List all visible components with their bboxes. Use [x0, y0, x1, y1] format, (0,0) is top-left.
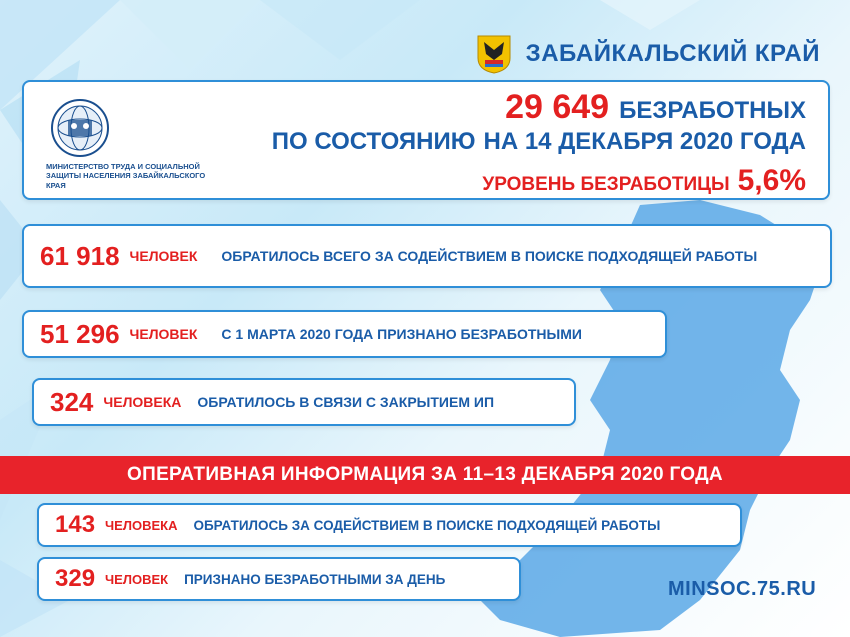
- operational-card-applied: [37, 503, 742, 547]
- stat-number: 51 296: [40, 318, 120, 349]
- stat-description: ОБРАТИЛОСЬ В СВЯЗИ С ЗАКРЫТИЕМ ИП: [197, 394, 495, 410]
- unemployed-count: 29 649: [505, 88, 610, 126]
- ministry-name: МИНИСТЕРСТВО ТРУДА И СОЦИАЛЬНОЙ ЗАЩИТЫ НАСЕЛЕНИЯ ЗАБАЙКАЛЬСКОГО КРАЯ: [46, 162, 206, 190]
- unemployed-total-line: [505, 88, 806, 127]
- region-title: ЗАБАЙКАЛЬСКИЙ КРАЙ: [525, 40, 820, 67]
- stat-unit: ЧЕЛОВЕК: [129, 248, 198, 264]
- summary-card: [22, 80, 830, 200]
- stat-unit: ЧЕЛОВЕКА: [103, 394, 182, 410]
- rate-value: 5,6%: [737, 164, 806, 197]
- stat-description: ПРИЗНАНО БЕЗРАБОТНЫМИ ЗА ДЕНЬ: [184, 571, 446, 587]
- stat-card-total-applied: [22, 224, 832, 288]
- stat-number: 61 918: [40, 240, 120, 271]
- regional-coat-of-arms-icon: [474, 34, 514, 74]
- stat-unit: ЧЕЛОВЕК: [129, 326, 198, 342]
- stat-unit: ЧЕЛОВЕКА: [105, 517, 178, 533]
- stat-unit: ЧЕЛОВЕК: [105, 571, 169, 587]
- region-header: [474, 32, 820, 76]
- stat-number: 143: [55, 511, 96, 538]
- stat-card-recognized-unemployed: [22, 310, 667, 358]
- stat-card-closed-ip: [32, 378, 576, 426]
- rate-label: УРОВЕНЬ БЕЗРАБОТИЦЫ: [482, 174, 730, 195]
- unemployment-rate-line: [482, 164, 806, 198]
- as-of-date: НА 14 ДЕКАБРЯ 2020 ГОДА: [483, 128, 806, 155]
- operational-info-banner: ОПЕРАТИВНАЯ ИНФОРМАЦИЯ ЗА 11–13 ДЕКАБРЯ 2020 ГОДА: [0, 456, 850, 494]
- stat-number: 329: [55, 565, 96, 592]
- website-link[interactable]: MINSOC.75.RU: [668, 578, 817, 600]
- operational-card-recognized: [37, 557, 521, 601]
- as-of-line: [272, 128, 806, 156]
- stat-description: ОБРАТИЛОСЬ ЗА СОДЕЙСТВИЕМ В ПОИСКЕ ПОДХОДЯЩЕЙ РАБОТЫ: [193, 517, 661, 533]
- ministry-globe-emblem-icon: [50, 98, 110, 158]
- unemployed-label: БЕЗРАБОТНЫХ: [619, 97, 806, 124]
- stat-number: 324: [50, 386, 94, 417]
- as-of-prefix: ПО СОСТОЯНИЮ: [271, 128, 476, 155]
- stat-description: ОБРАТИЛОСЬ ВСЕГО ЗА СОДЕЙСТВИЕМ В ПОИСКЕ ПОДХОДЯЩЕЙ РАБОТЫ: [221, 248, 758, 264]
- stat-description: С 1 МАРТА 2020 ГОДА ПРИЗНАНО БЕЗРАБОТНЫМИ: [221, 326, 582, 342]
